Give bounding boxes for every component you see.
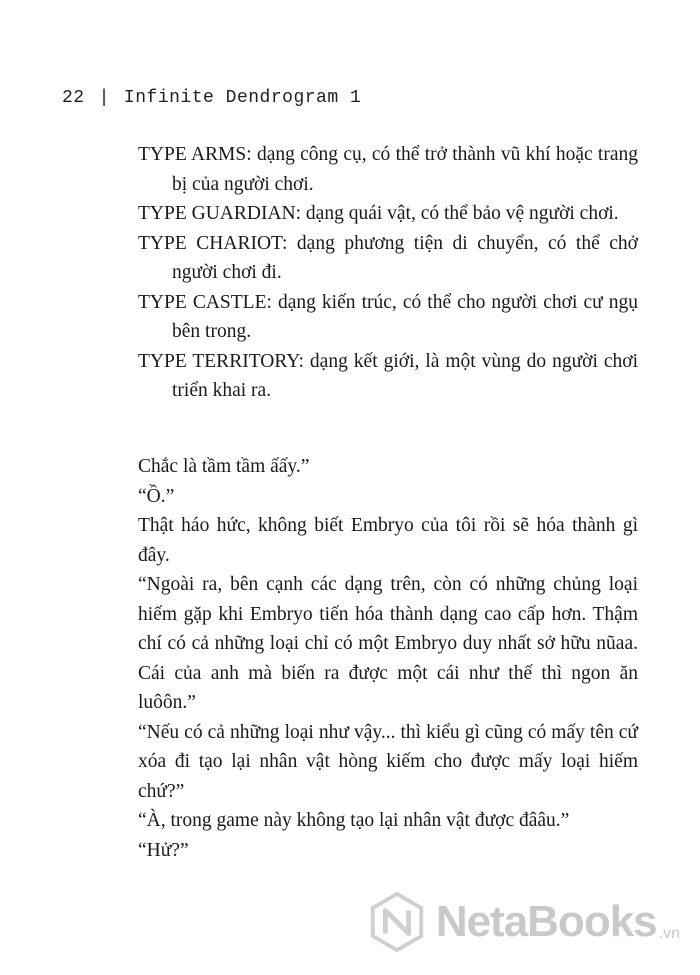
body-text: [138, 452, 638, 865]
watermark-suffix: .vn: [658, 925, 680, 942]
paragraph: “Nếu có cả những loại như vậy... thì kiểu gì cũng có mấy tên cứ xóa đi tạo lại nhân vật hòng kiếm cho được mấy loại hiếm chứ?”: [138, 721, 638, 802]
type-item-territory: TYPE TERRITORY: dạng kết giới, là một vùng do người chơi triển khai ra.: [138, 350, 638, 401]
paragraph: Thật háo hức, không biết Embryo của tôi rồi sẽ hóa thành gì đây.: [138, 515, 638, 566]
embryo-type-list: [138, 140, 638, 406]
header-separator: |: [98, 88, 110, 108]
type-item-castle: TYPE CASTLE: dạng kiến trúc, có thể cho người chơi cư ngụ bên trong.: [138, 291, 638, 342]
page-header: [62, 88, 361, 108]
book-title: Infinite Dendrogram 1: [123, 88, 362, 108]
type-item-chariot: TYPE CHARIOT: dạng phương tiện di chuyển, có thể chở người chơi đi.: [138, 232, 638, 283]
paragraph: “Ồ.”: [138, 485, 175, 507]
netabooks-logo-icon: [366, 891, 428, 953]
paragraph: “Hử?”: [138, 839, 189, 861]
type-item-guardian: TYPE GUARDIAN: dạng quái vật, có thể bảo vệ người chơi.: [138, 203, 619, 224]
paragraph: “Ngoài ra, bên cạnh các dạng trên, còn có những chủng loại hiếm gặp khi Embryo tiến hóa thành dạng cao cấp hơn. Thậm chí có cả những loại chỉ có một Embryo duy nhất sở hữu nũaa. Cái của anh mà biến ra được một cái như thế thì ngon ăn luôôn.”: [138, 574, 638, 713]
paragraph: “À, trong game này không tạo lại nhân vật được đââu.”: [138, 810, 570, 831]
watermark-brand: NetaBooks: [435, 897, 657, 946]
paragraph: Chắc là tầm tầm ấấy.”: [138, 456, 310, 477]
page-number: 22: [62, 88, 85, 108]
type-item-arms: TYPE ARMS: dạng công cụ, có thể trở thành vũ khí hoặc trang bị của người chơi.: [138, 144, 638, 195]
netabooks-watermark: [366, 891, 680, 953]
